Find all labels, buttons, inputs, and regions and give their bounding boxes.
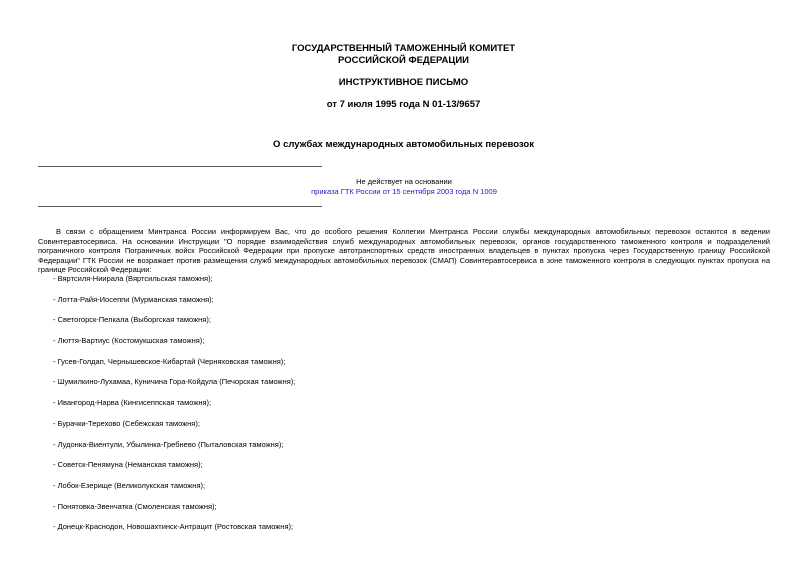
body-paragraph: В связи с обращением Минтранса России информируем Вас, что до особого решения Коллегии Минтранса России службы международных автомобильных перевозок остаются в ведении Совинтеравтосервиса. На основании Инструкции "О порядке взаимодействия служб международных автомобильных перевозок, органов государственного таможенного контроля и подразделений пограничного контроля Пограничных войск Российской Федерации при пропуске автотранспортных средств иностранных владельцев в пунктах пропуска через Государственную границу Российской Федерации" ГТК России не возражает против размещения служб международных автомобильных перевозок (СМАП) Совинтеравтосервиса в зоне таможенного контроля в следующих пунктах пропуска на границе Российской Федерации: (38, 227, 770, 274)
list-item: - Гусев-Голдап, Чернышевское-Кибартай (Черняховская таможня); (53, 356, 286, 366)
list-item: - Люття-Вартиус (Костомукшская таможня); (53, 336, 205, 346)
list-item: - Понятовка-Звенчатка (Смоленская таможня); (53, 501, 217, 511)
checkpoint-list (53, 274, 753, 543)
document-date-number: от 7 июля 1995 года N 01-13/9657 (326, 99, 481, 110)
list-item: - Советск-Пенямуна (Неманская таможня); (53, 460, 203, 470)
document-type: ИНСТРУКТИВНОЕ ПИСЬМО (338, 77, 469, 88)
status-text: Не действует на основании (356, 177, 452, 186)
document-title: О службах международных автомобильных перевозок (273, 139, 534, 150)
issuer-line-1: ГОСУДАРСТВЕННЫЙ ТАМОЖЕННЫЙ КОМИТЕТ (291, 43, 516, 54)
list-item: - Светогорск-Пелкала (Выборгская таможня); (53, 315, 211, 325)
list-item: - Лобок-Езерище (Великолукская таможня); (53, 480, 206, 490)
divider-bottom (38, 206, 322, 207)
list-item: - Донецк-Краснодон, Новошахтинск-Антрацит (Ростовская таможня); (53, 522, 294, 532)
list-item: - Ивангород-Нарва (Кингисеппская таможня); (53, 398, 212, 408)
list-item: - Шумилкино-Лухамаа, Куничина Гора-Койдула (Печорская таможня); (53, 377, 296, 387)
divider-top (38, 166, 322, 167)
status-link[interactable]: приказа ГТК России от 15 сентября 2003 года N 1009 (311, 187, 497, 196)
list-item: - Вяртсиля-Ниирала (Вяртсильская таможня); (53, 274, 213, 283)
list-item: - Лудонка-Виентули, Убылинка-Гребнево (Пыталовская таможня); (53, 439, 284, 449)
issuer-line-2: РОССИЙСКОЙ ФЕДЕРАЦИИ (337, 55, 469, 66)
list-item: - Лотта-Райя-Иосеппи (Мурманская таможня); (53, 294, 214, 304)
list-item: - Бурачки-Терехово (Себежская таможня); (53, 418, 200, 428)
